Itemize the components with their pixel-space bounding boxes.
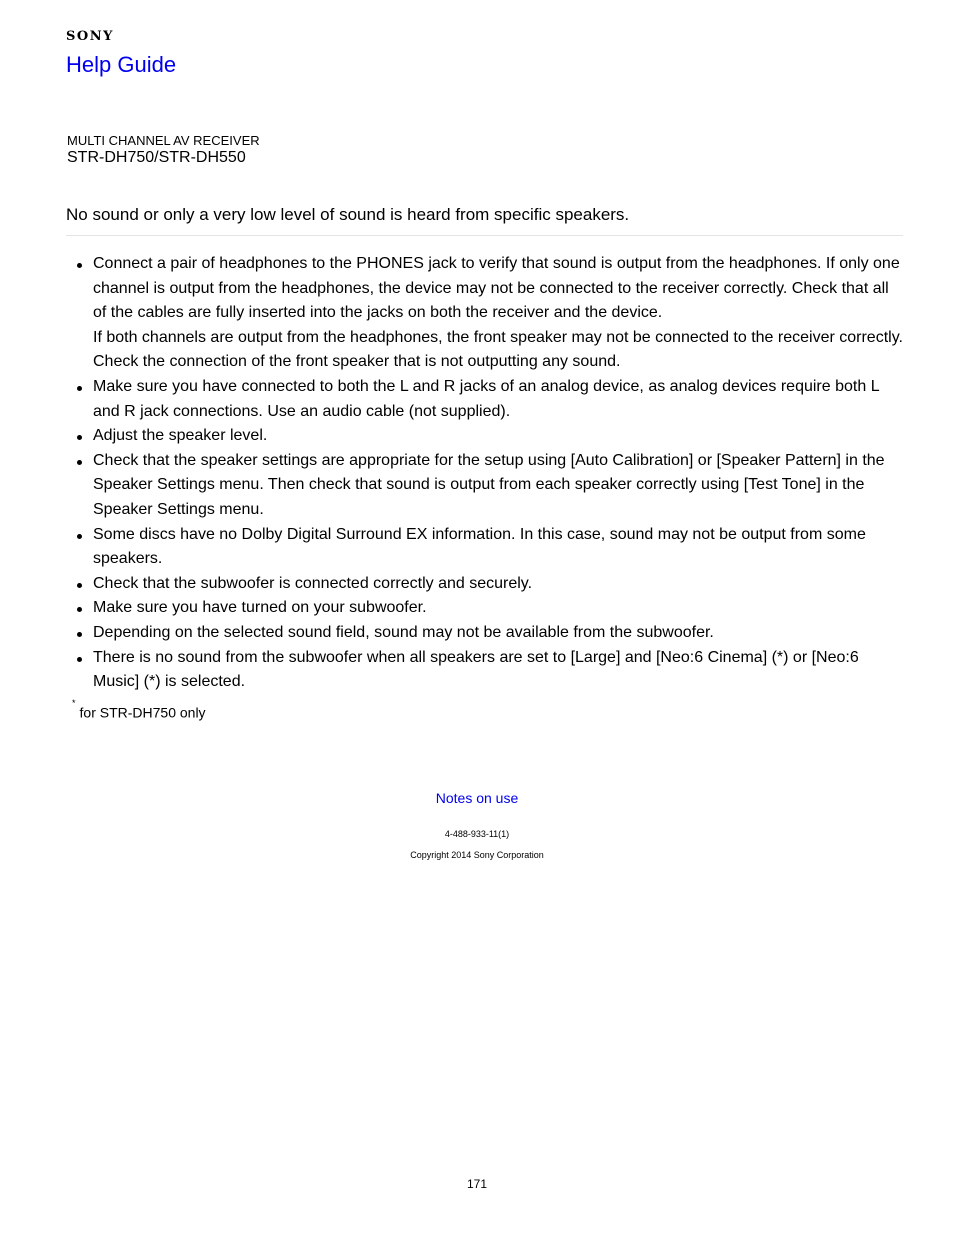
- sony-logo: SONY: [66, 29, 114, 44]
- list-item: [93, 424, 903, 449]
- list-item-text: Adjust the speaker level.: [93, 427, 268, 445]
- model-name: STR-DH750/STR-DH550: [67, 149, 246, 166]
- notes-on-use-link[interactable]: Notes on use: [435, 790, 519, 806]
- help-guide-title: Help Guide: [66, 52, 177, 77]
- list-item: [93, 572, 903, 597]
- list-item-text: Make sure you have turned on your subwoofer.: [93, 599, 427, 617]
- topic-title: No sound or only a very low level of sound is heard from specific speakers.: [66, 205, 630, 224]
- troubleshooting-list: [93, 252, 903, 695]
- list-item: [93, 596, 903, 621]
- document-number: 4-488-933-11(1): [444, 829, 510, 839]
- product-category: MULTI CHANNEL AV RECEIVER: [67, 133, 260, 148]
- title-divider: [66, 235, 903, 236]
- footnote: [72, 698, 206, 721]
- list-item: [93, 252, 903, 375]
- footnote-marker: *: [72, 698, 76, 708]
- list-item: [93, 646, 903, 695]
- list-item-text: There is no sound from the subwoofer when all speakers are set to [Large] and [Neo:6 Cinema] (*) or [Neo:6 Music] (*) is selected.: [93, 648, 859, 691]
- list-item: [93, 523, 903, 572]
- list-item-text: If both channels are output from the headphones, the front speaker may not be connected to the receiver correctly. Check the connection of the front speaker that is not outputting any sound.: [93, 328, 903, 371]
- list-item: [93, 375, 903, 424]
- list-item-text: Connect a pair of headphones to the PHONES jack to verify that sound is output from the headphones. If only one channel is output from the headphones, the device may not be connected to the receiver correctly. Check that all of the cables are fully inserted into the jacks on both the receiver and the device.: [93, 255, 900, 322]
- list-item-text: Depending on the selected sound field, sound may not be available from the subwoofer.: [93, 623, 714, 641]
- list-item-text: Some discs have no Dolby Digital Surround EX information. In this case, sound may not be output from some speakers.: [93, 525, 866, 568]
- list-item-text: Check that the subwoofer is connected correctly and securely.: [93, 574, 533, 592]
- list-item-text: Check that the speaker settings are appropriate for the setup using [Auto Calibration] or [Speaker Pattern] in the Speaker Settings menu. Then check that sound is output from each speaker correctly using [Test Tone] in the Speaker Settings menu.: [93, 451, 885, 518]
- footnote-text: for STR-DH750 only: [79, 704, 206, 721]
- page-number: 171: [466, 1177, 488, 1191]
- list-item: [93, 621, 903, 646]
- list-item-text: Make sure you have connected to both the L and R jacks of an analog device, as analog devices require both L and R jack connections. Use an audio cable (not supplied).: [93, 377, 879, 420]
- list-item: [93, 449, 903, 523]
- copyright-notice: Copyright 2014 Sony Corporation: [410, 850, 544, 860]
